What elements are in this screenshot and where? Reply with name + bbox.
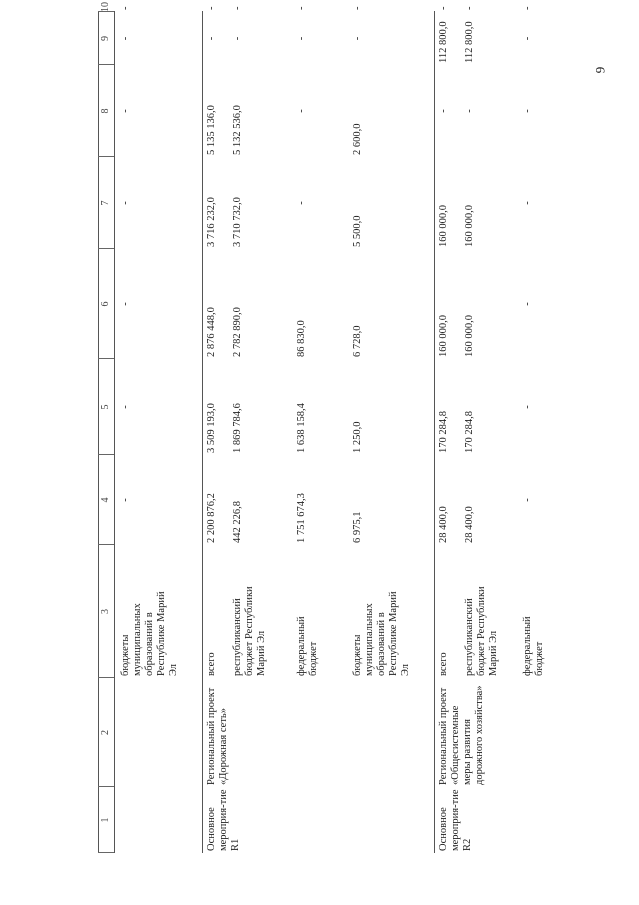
cell-value: - — [522, 405, 533, 409]
cell-value: 6 728,0 — [352, 325, 363, 357]
column-header-number: 4 — [100, 497, 111, 503]
cell-value: - — [296, 6, 307, 10]
cell-value: 112 800,0 — [438, 21, 449, 63]
row-source: республиканский бюджет Республики Марий Эл — [464, 586, 499, 676]
cell-value: - — [522, 201, 533, 205]
cell-value: - — [206, 6, 217, 10]
column-header-number: 3 — [100, 609, 111, 614]
row-source: бюджеты муниципальных образований в Республике Марий Эл — [352, 591, 411, 676]
cell-value: 2 782 890,0 — [232, 307, 243, 357]
cell-value: - — [120, 498, 131, 502]
cell-value: 442 226,8 — [232, 501, 243, 543]
header-bottom-rule — [114, 11, 115, 853]
cell-value: - — [296, 36, 307, 41]
row-name: Региональный проект «Дорожная сеть» — [206, 687, 229, 785]
cell-value: - — [296, 109, 307, 113]
row-source: всего — [206, 652, 217, 676]
cell-value: 1 751 674,3 — [296, 493, 307, 543]
cell-value: - — [120, 109, 131, 113]
column-header-number: 9 — [100, 36, 111, 41]
table-top-rule — [98, 11, 99, 853]
cell-value: 5 135 136,0 — [206, 105, 217, 155]
cell-value: - — [522, 36, 533, 41]
row-name: Региональный проект «Общесистемные меры развития дорожного хозяйства» — [438, 685, 485, 785]
cell-value: - — [120, 405, 131, 409]
row-source: всего — [438, 652, 449, 676]
row-source: республиканский бюджет Республики Марий Эл — [232, 586, 267, 676]
cell-value: 170 284,8 — [464, 411, 475, 453]
column-header-number: 8 — [100, 108, 111, 114]
column-header-number: 2 — [100, 730, 111, 735]
cell-value: - — [206, 36, 217, 41]
cell-value: 170 284,8 — [438, 411, 449, 453]
cell-value: - — [232, 36, 243, 41]
cell-value: - — [464, 6, 475, 10]
cell-value: - — [352, 36, 363, 41]
cell-value: - — [522, 6, 533, 10]
row-group-rule-r2 — [434, 11, 435, 853]
row-code: Основное мероприя-тие R1 — [206, 789, 241, 851]
cell-value: 160 000,0 — [464, 205, 475, 247]
cell-value: 1 250,0 — [352, 421, 363, 453]
cell-value: - — [522, 302, 533, 306]
row-group-rule-r1 — [202, 11, 203, 853]
cell-value: - — [522, 109, 533, 113]
row-code: Основное мероприя-тие R2 — [438, 789, 473, 851]
cell-value: 86 830,0 — [296, 320, 307, 357]
cell-value: 2 600,0 — [352, 123, 363, 155]
cell-value: 1 869 784,6 — [232, 403, 243, 453]
cell-value: 3 509 193,0 — [206, 403, 217, 453]
column-header-number: 1 — [100, 817, 111, 823]
cell-value: - — [120, 302, 131, 306]
cell-value: 3 710 732,0 — [232, 197, 243, 247]
page-number: 9 — [592, 66, 608, 74]
row-source: федеральный бюджет — [296, 616, 319, 676]
cell-value: - — [120, 36, 131, 41]
cell-value: 160 000,0 — [438, 315, 449, 357]
cell-value: - — [522, 498, 533, 502]
cell-value: - — [296, 201, 307, 205]
cell-value: 160 000,0 — [438, 205, 449, 247]
cell-value: 5 500,0 — [352, 215, 363, 247]
cell-value: - — [120, 201, 131, 205]
cell-value: 1 638 158,4 — [296, 403, 307, 453]
cell-value: 160 000,0 — [464, 315, 475, 357]
cell-value: - — [232, 6, 243, 10]
cell-value: - — [464, 109, 475, 113]
cell-value: 6 975,1 — [352, 511, 363, 543]
cell-value: 2 876 448,0 — [206, 307, 217, 357]
cell-value: - — [438, 6, 449, 10]
cell-value: 112 800,0 — [464, 21, 475, 63]
row-source: федеральный бюджет — [522, 616, 545, 676]
column-header-number: 7 — [100, 200, 111, 206]
cell-value: 28 400,0 — [464, 506, 475, 543]
cell-value: - — [120, 6, 131, 10]
row-source: бюджеты муниципальных образований в Республике Марий Эл — [120, 591, 179, 676]
cell-value: 2 200 876,2 — [206, 493, 217, 543]
cell-value: 28 400,0 — [438, 506, 449, 543]
cell-value: 5 132 536,0 — [232, 105, 243, 155]
cell-value: 3 716 232,0 — [206, 197, 217, 247]
column-header-number: 10 — [100, 2, 111, 12]
cell-value: - — [438, 109, 449, 113]
column-header-number: 6 — [100, 301, 111, 307]
column-header-number: 5 — [100, 404, 111, 410]
cell-value: - — [352, 6, 363, 10]
